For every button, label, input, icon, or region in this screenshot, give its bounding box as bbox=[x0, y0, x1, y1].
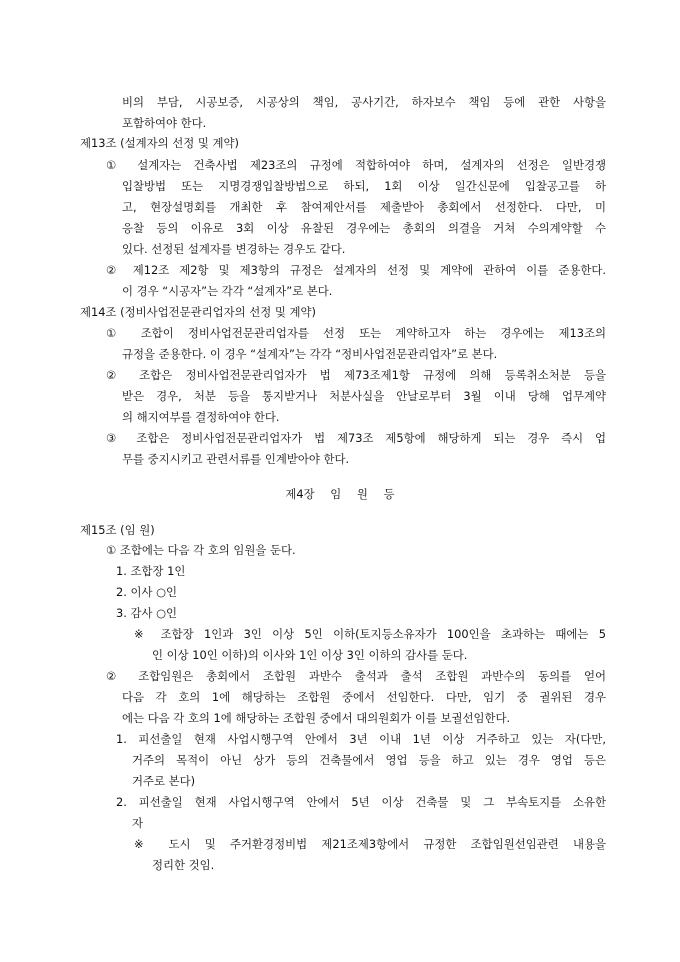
note-line: ※ 도시 및 주거환경정비법 제21조제3항에서 규정한 조합임원선임관련 내용을 bbox=[134, 837, 606, 851]
text-line: 비의 부담, 시공보증, 시공상의 책임, 공사기간, 하자보수 책임 등에 관한 사항을 bbox=[122, 95, 606, 109]
text-line: 의 해지여부를 결정하여야 한다. bbox=[122, 410, 280, 424]
text-line: 받은 경우, 처분 등을 통지받거나 처분사실을 안날로부터 3월 이내 당해 업무계약 bbox=[122, 389, 606, 403]
text-line: 거주로 본다) bbox=[132, 774, 196, 788]
text-line: 고, 현장설명회를 개최한 후 참여제안서를 제출받아 총회에서 선정한다. 다만, 미 bbox=[122, 200, 606, 214]
text-line: ② 조합임원은 총회에서 조합원 과반수 출석과 출석 조합원 과반수의 동의를 얻어 bbox=[106, 669, 606, 683]
list-item: 2. 이사 ○인 bbox=[116, 585, 178, 599]
list-item: 3. 감사 ○인 bbox=[116, 606, 178, 620]
text-line: ① 조합에는 다음 각 호의 임원을 둔다. bbox=[106, 543, 296, 557]
text-line: ③ 조합은 정비사업전문관리업자가 법 제73조 제5항에 해당하게 되는 경우 즉시 업 bbox=[106, 431, 606, 445]
note-line: 정리한 것임. bbox=[152, 858, 215, 872]
text-line: 에는 다음 각 호의 1에 해당하는 조합원 중에서 대의원회가 이를 보궐선임한다. bbox=[122, 711, 511, 725]
text-line: ② 제12조 제2항 및 제3항의 규정은 설계자의 선정 및 계약에 관하여 이를 준용한다. bbox=[106, 263, 606, 277]
chapter-heading: 제4장 임 원 등 bbox=[285, 487, 395, 501]
text-line: 자 bbox=[132, 816, 144, 830]
list-item: 2. 피선출일 현재 사업시행구역 안에서 5년 이상 건축물 및 그 부속토지를 소유한 bbox=[116, 795, 606, 809]
text-line: ② 조합은 정비사업전문관리업자가 법 제73조제1항 규정에 의해 등록취소처분 등을 bbox=[106, 368, 606, 382]
text-line: 있다. 선정된 설계자를 변경하는 경우도 같다. bbox=[122, 242, 346, 256]
text-line: 다음 각 호의 1에 해당하는 조합원 중에서 선임한다. 다만, 임기 중 궐위된 경우 bbox=[122, 690, 606, 704]
article-heading: 제14조 (정비사업전문관리업자의 선정 및 계약) bbox=[80, 305, 316, 319]
text-line: 이 경우 “시공자”는 각각 “설계자”로 본다. bbox=[122, 284, 333, 298]
text-line: ① 조합이 정비사업전문관리업자를 선정 또는 계약하고자 하는 경우에는 제13조의 bbox=[106, 326, 606, 340]
list-item: 1. 조합장 1인 bbox=[116, 564, 186, 578]
note-line: ※ 조합장 1인과 3인 이상 5인 이하(토지등소유자가 100인을 초과하는 때에는 5 bbox=[134, 627, 606, 641]
text-line: ① 설계자는 건축사법 제23조의 규정에 적합하여야 하며, 설계자의 선정은 일반경쟁 bbox=[106, 158, 606, 172]
text-line: 포함하여야 한다. bbox=[122, 116, 207, 130]
text-line: 무를 중지시키고 관련서류를 인계받아야 한다. bbox=[122, 452, 350, 466]
article-heading: 제15조 (임 원) bbox=[80, 523, 155, 537]
note-line: 인 이상 10인 이하)의 이사와 1인 이상 3인 이하의 감사를 둔다. bbox=[152, 648, 468, 662]
text-line: 입찰방법 또는 지명경쟁입찰방법으로 하되, 1회 이상 일간신문에 입찰공고를 하 bbox=[122, 179, 606, 193]
text-line: 거주의 목적이 아닌 상가 등의 건축물에서 영업 등을 하고 있는 경우 영업 등은 bbox=[132, 753, 606, 767]
text-line: 응찰 등의 이유로 3회 이상 유찰된 경우에는 총회의 의결을 거쳐 수의계약할 수 bbox=[122, 221, 606, 235]
list-item: 1. 피선출일 현재 사업시행구역 안에서 3년 이내 1년 이상 거주하고 있는 자(다만, bbox=[116, 732, 606, 746]
text-line: 규정을 준용한다. 이 경우 “설계자”는 각각 “정비사업전문관리업자”로 본다. bbox=[122, 347, 498, 361]
article-heading: 제13조 (설계자의 선정 및 계약) bbox=[80, 136, 239, 150]
